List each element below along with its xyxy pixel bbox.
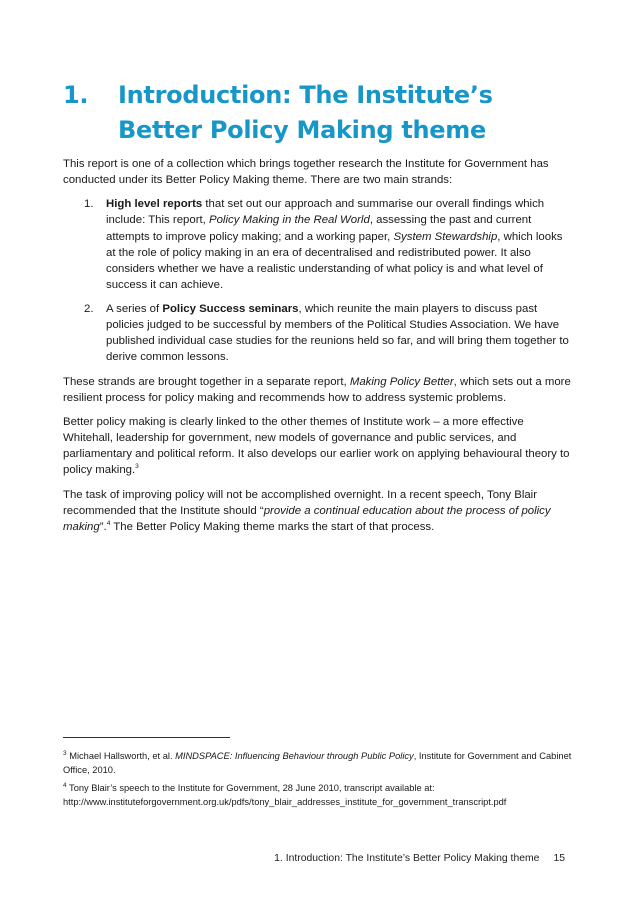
footnote-text: , Institute for Government and Cabinet Office, 2010. xyxy=(63,751,572,775)
paragraph xyxy=(63,414,573,478)
paragraph xyxy=(63,487,573,535)
paragraph-text: Better policy making is clearly linked to the other themes of Institute work – a more effective Whitehall, leadership for government, new models of governance and public services, and parliamentary and political reform. It also develops our earlier work on applying behavioural theory to policy making. xyxy=(63,416,570,477)
paragraph-text: ”. xyxy=(99,520,107,533)
footnotes xyxy=(63,749,573,813)
paragraph-text: These strands are brought together in a separate report, xyxy=(63,375,350,388)
paragraph-text: The task of improving policy will not be accomplished overnight. In a recent speech, Tony Blair recommended that the Institute should “ xyxy=(63,488,538,517)
transcript-url[interactable]: http://www.instituteforgovernment.org.uk/pdfs/tony_blair_addresses_institute_for_government_transcript.pdf xyxy=(63,797,507,807)
paragraph-text: , which sets out a more resilient process for policy making and recommends how to address systemic problems. xyxy=(63,375,571,404)
footnote-ref[interactable]: 3 xyxy=(135,463,139,471)
section-title xyxy=(63,78,583,148)
footnote-ref[interactable]: 4 xyxy=(106,520,111,528)
strands-list xyxy=(63,196,573,365)
list-text: , assessing the past and current attempts to improve policy making; and a working paper, xyxy=(106,214,532,243)
cited-title: MINDSPACE: Influencing Behaviour through Public Policy xyxy=(175,751,414,761)
list-text: that set out our approach and summarise our overall findings which include: This report, xyxy=(106,198,545,227)
footnote xyxy=(63,749,573,777)
paragraph xyxy=(63,374,573,406)
list-number: 1. xyxy=(84,198,94,211)
making-policy-better-title: Making Policy Better xyxy=(349,375,454,388)
report-title: Policy Making in the Real World xyxy=(209,214,370,227)
body-text xyxy=(63,156,573,543)
list-item xyxy=(63,301,573,365)
paragraph-text: The Better Policy Making theme marks the start of that process. xyxy=(110,520,435,533)
footnote xyxy=(63,781,573,809)
list-item xyxy=(63,196,573,293)
page-number: 15 xyxy=(553,853,565,864)
footnote-text: Michael Hallsworth, et al. xyxy=(66,751,176,761)
quotation: provide a continual education about the process of policy making xyxy=(63,504,551,533)
footnote-number: 4 xyxy=(63,781,67,789)
keyword-high-level-reports: High level reports xyxy=(106,198,203,211)
intro-paragraph: This report is one of a collection which brings together research the Institute for Government has conducted under its Better Policy Making theme. There are two main strands: xyxy=(63,158,549,187)
list-number: 2. xyxy=(84,303,94,316)
footnote-divider xyxy=(63,737,230,738)
section-number: 1. xyxy=(63,81,89,109)
footnote-text: Tony Blair’s speech to the Institute for Government, 28 June 2010, transcript available at: xyxy=(66,783,435,793)
section-title-text: Introduction: The Institute’s Better Policy Making theme xyxy=(118,81,493,144)
running-head: 1. Introduction: The Institute’s Better Policy Making theme xyxy=(274,853,540,864)
footnote-number: 3 xyxy=(63,749,67,757)
list-text: , which looks at the role of policy making in an era of decentralised and redistributed power. It also considers whether we have a realistic understanding of what policy is and what level of success it can achieve. xyxy=(106,230,563,291)
list-text: A series of xyxy=(106,303,163,316)
page-footer xyxy=(238,852,565,866)
keyword-policy-success-seminars: Policy Success seminars xyxy=(162,303,299,316)
working-paper-title: System Stewardship xyxy=(393,230,498,243)
list-text: , which reunite the main players to discuss past policies judged to be successful by members of the Political Studies Association. We have published individual case studies for the reunions held so far, and will bring them together to derive common lessons. xyxy=(106,303,569,364)
